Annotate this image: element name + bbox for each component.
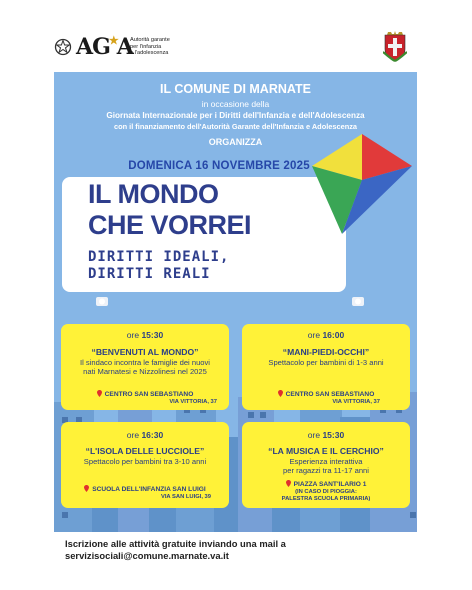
aga-line: e l'adolescenza [130, 50, 169, 56]
desc-line: nati Marnatesi e Nizzolinesi nel 2025 [83, 366, 207, 376]
place-name: CENTRO SAN SEBASTIANO [104, 391, 194, 398]
event-card-desc [242, 458, 410, 475]
place-name: PIAZZA SANT'ILARIO 1 [293, 481, 367, 488]
event-card [61, 324, 229, 410]
event-card-title: “MANI-PIEDI-OCCHI” [282, 347, 370, 357]
event-time [61, 430, 229, 440]
time-prefix: ore [126, 330, 140, 340]
footer-registration [65, 538, 286, 562]
event-card-title: “BENVENUTI AL MONDO” [91, 347, 199, 357]
place-note-line: PALESTRA SCUOLA PRIMARIA) [281, 496, 371, 502]
time-value: 16:30 [141, 430, 164, 440]
desc-line: Esperienza interattiva [289, 457, 363, 466]
time-prefix: ore [126, 430, 140, 440]
event-time [61, 330, 229, 340]
giornata-title: Giornata Internazionale per i Diritti dell'Infanzia e dell'Adolescenza [106, 111, 365, 120]
event-title-line1: IL MONDO [88, 179, 219, 209]
comune-title: IL COMUNE DI MARNATE [160, 82, 311, 96]
spotlight-icon [350, 294, 366, 308]
event-card [242, 324, 410, 410]
event-time [242, 330, 410, 340]
event-card-desc [61, 359, 229, 376]
footer-line: Iscrizione alle attività gratuite inviando una mail a [65, 538, 286, 549]
organizza-text: ORGANIZZA [208, 137, 263, 147]
event-card [242, 422, 410, 508]
footer-email[interactable]: servizisociali@comune.marnate.va.it [65, 550, 229, 561]
event-place-note [242, 489, 410, 503]
italian-republic-emblem-icon [54, 37, 72, 57]
time-prefix: ore [307, 430, 321, 440]
time-value: 15:30 [141, 330, 164, 340]
desc-line: Spettacolo per bambini di 1-3 anni [268, 358, 384, 367]
event-card-desc [61, 458, 229, 467]
event-card [61, 422, 229, 508]
event-card-title: “L'ISOLA DELLE LUCCIOLE” [85, 446, 205, 456]
place-name: CENTRO SAN SEBASTIANO [285, 391, 375, 398]
event-date: DOMENICA 16 NOVEMBRE 2025 [128, 160, 310, 172]
spotlight-icon [94, 294, 110, 308]
aga-authority-text [130, 37, 200, 57]
marnate-crest-icon [383, 30, 407, 62]
map-pin-icon [278, 390, 283, 397]
map-pin-icon [97, 390, 102, 397]
funding-text: con il finanziamento dell'Autorità Garante dell'Infanzia e Adolescenza [113, 122, 358, 131]
time-prefix: ore [307, 330, 321, 340]
aga-logo: AG★A [76, 34, 133, 60]
event-place [242, 390, 410, 399]
event-place [242, 480, 410, 489]
time-value: 15:30 [322, 430, 345, 440]
event-time [242, 430, 410, 440]
event-card-title: “LA MUSICA E IL CERCHIO” [268, 446, 384, 456]
aga-line: per l'infanzia [130, 43, 162, 50]
event-title-box [62, 177, 346, 292]
desc-line: Il sindaco incontra le famiglie dei nuovi [79, 358, 210, 367]
header [0, 0, 472, 72]
event-card-desc [242, 359, 410, 368]
map-pin-icon [286, 480, 291, 487]
event-place [61, 390, 229, 399]
event-subtitle-line2: DIRITTI REALI [88, 266, 211, 282]
event-place [61, 485, 229, 494]
desc-line: Spettacolo per bambini tra 3-10 anni [83, 457, 207, 466]
occasion-text: in occasione della [201, 99, 270, 109]
place-note-line: (IN CASO DI PIOGGIA: [295, 489, 357, 495]
event-address: VIA VITTORIA, 37 [332, 399, 380, 405]
event-title-line2: CHE VORREI [88, 210, 252, 240]
time-value: 16:00 [322, 330, 345, 340]
kite-icon [312, 134, 412, 284]
map-pin-icon [84, 485, 89, 492]
desc-line: per ragazzi tra 11-17 anni [283, 465, 369, 475]
event-address: VIA VITTORIA, 37 [169, 399, 217, 405]
poster [54, 72, 417, 532]
event-address: VIA SAN LUIGI, 39 [160, 494, 211, 500]
event-subtitle-line1: DIRITTI IDEALI, [88, 249, 230, 265]
place-name: SCUOLA DELL'INFANZIA SAN LUIGI [92, 486, 206, 493]
aga-line: Autorità garante [130, 37, 170, 43]
